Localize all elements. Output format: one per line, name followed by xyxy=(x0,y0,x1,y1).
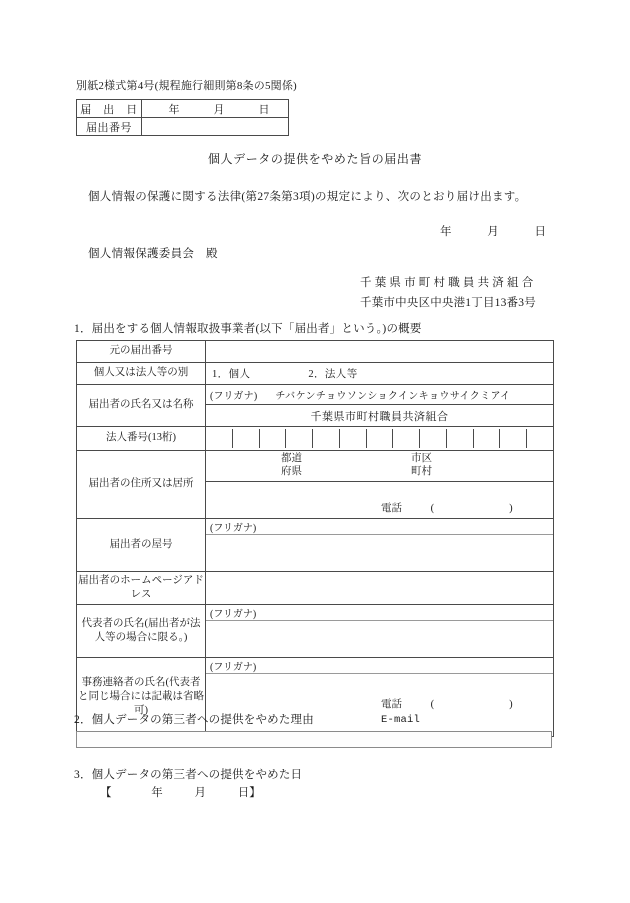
table-row xyxy=(77,605,554,658)
representative-name-fields[interactable] xyxy=(206,605,554,658)
furigana-label: (フリガナ) xyxy=(210,391,258,402)
contact-email-field[interactable] xyxy=(381,714,420,726)
corporate-number-digit-cell[interactable] xyxy=(340,429,367,448)
address-detail-row[interactable] xyxy=(206,482,553,518)
homepage-address-label: 届出者のホームページアドレス xyxy=(77,572,206,605)
table-row xyxy=(77,100,289,118)
corporate-number-label: 法人番号(13桁) xyxy=(77,427,206,451)
filing-number-value[interactable] xyxy=(142,118,289,136)
entity-type-choices[interactable] xyxy=(206,363,554,385)
table-row xyxy=(77,363,554,385)
stop-date-month-label: 月 xyxy=(194,787,206,799)
furigana-label: (フリガナ) xyxy=(210,609,257,621)
telephone-parens: ( ) xyxy=(430,503,531,514)
stop-date-line[interactable] xyxy=(100,786,261,800)
entity-type-option-corporate[interactable]: 2．法人等 xyxy=(308,369,358,380)
contact-furigana-row[interactable] xyxy=(206,658,553,674)
corporate-number-digit-cell[interactable] xyxy=(474,429,501,448)
prefecture-marker xyxy=(281,453,302,479)
corporate-number-digit-cell[interactable] xyxy=(447,429,474,448)
corporate-number-digit-cell[interactable] xyxy=(313,429,340,448)
filer-details-table xyxy=(76,340,554,737)
submission-date-line[interactable] xyxy=(440,225,546,239)
page-title: 個人データの提供をやめた旨の届出書 xyxy=(207,152,423,166)
filer-name-label: 届出者の氏名又は名称 xyxy=(77,385,206,427)
email-label: E-mail xyxy=(381,714,421,727)
filing-date-value[interactable] xyxy=(142,100,289,118)
telephone-label: 電話 xyxy=(381,699,402,711)
corporate-number-digit-cell[interactable] xyxy=(527,429,553,448)
filing-date-label: 届 出 日 xyxy=(77,100,142,118)
intro-paragraph: 個人情報の保護に関する法律(第27条第3項)の規定により、次のとおり届け出ます。 xyxy=(88,191,527,203)
telephone-parens: ( ) xyxy=(430,699,531,711)
trade-name-input[interactable] xyxy=(206,535,553,571)
contact-person-label: 事務連絡者の氏名(代表者と同じ場合には記載は省略可) xyxy=(77,658,206,737)
filer-address-fields[interactable] xyxy=(206,451,554,519)
submission-year-label: 年 xyxy=(440,226,452,238)
prefecture-line1: 都道 xyxy=(281,453,302,464)
prefecture-line2: 府県 xyxy=(281,465,302,477)
representative-name-label: 代表者の氏名(届出者が法人等の場合に限る。) xyxy=(77,605,206,658)
table-row xyxy=(77,118,289,136)
trade-name-label: 届出者の屋号 xyxy=(77,519,206,572)
representative-name-input[interactable] xyxy=(206,621,553,657)
municipality-line1: 市区 xyxy=(411,453,432,464)
filing-date-year-label: 年 xyxy=(168,103,180,116)
entity-type-label: 個人又は法人等の別 xyxy=(77,363,206,385)
filer-organization-address: 千葉市中央区中央港1丁目13番3号 xyxy=(360,297,536,309)
filer-name-value[interactable]: 千葉県市町村職員共済組合 xyxy=(206,405,554,427)
corporate-number-digit-cell[interactable] xyxy=(393,429,420,448)
corporate-number-digit-cell[interactable] xyxy=(260,429,287,448)
corporate-number-grid[interactable] xyxy=(206,427,554,451)
corporate-number-digit-cell[interactable] xyxy=(367,429,394,448)
corporate-number-digit-cell[interactable] xyxy=(500,429,527,448)
section-2-heading: 2．個人データの第三者への提供をやめた理由 xyxy=(74,714,314,726)
corporate-number-digit-cell[interactable] xyxy=(233,429,260,448)
filer-address-label: 届出者の住所又は居所 xyxy=(77,451,206,519)
table-row xyxy=(77,451,554,519)
trade-name-fields[interactable] xyxy=(206,519,554,572)
filing-header-table xyxy=(76,99,289,136)
corporate-number-digit-cell[interactable] xyxy=(420,429,447,448)
table-row xyxy=(77,385,554,405)
table-row xyxy=(77,572,554,605)
bracket-open: 【 xyxy=(100,787,112,799)
filer-name-furigana-row[interactable] xyxy=(206,385,554,405)
contact-telephone-field[interactable] xyxy=(381,696,531,711)
table-row xyxy=(77,341,554,363)
furigana-label: (フリガナ) xyxy=(210,662,257,674)
original-filing-number-input[interactable] xyxy=(206,341,554,363)
municipality-line2: 町村 xyxy=(411,465,432,477)
submission-month-label: 月 xyxy=(487,226,499,238)
filing-number-label: 届出番号 xyxy=(77,118,142,136)
filer-name-furigana-value: チバケンチョウソンショクインキョウサイクミアイ xyxy=(275,391,511,402)
stop-date-day-label: 日】 xyxy=(237,787,261,799)
homepage-address-input[interactable] xyxy=(206,572,554,605)
corporate-number-digit-cell[interactable] xyxy=(206,429,233,448)
submission-day-label: 日 xyxy=(534,226,546,238)
section-3-heading: 3．個人データの第三者への提供をやめた日 xyxy=(74,769,303,781)
table-row xyxy=(77,519,554,572)
section-1-heading: 1．届出をする個人情報取扱事業者(以下「届出者」という。)の概要 xyxy=(74,323,422,335)
trade-name-furigana-row[interactable] xyxy=(206,519,553,535)
table-row xyxy=(77,427,554,451)
stop-date-year-label: 年 xyxy=(151,787,163,799)
furigana-label: (フリガナ) xyxy=(210,523,257,534)
filer-organization-name: 千葉県市町村職員共済組合 xyxy=(360,277,537,289)
address-telephone-field[interactable] xyxy=(381,500,531,515)
form-code-line: 別紙2様式第4号(規程施行細則第8条の5関係) xyxy=(76,80,297,92)
telephone-label: 電話 xyxy=(381,503,402,514)
filing-date-month-label: 月 xyxy=(213,103,225,116)
entity-type-option-individual[interactable]: 1．個人 xyxy=(212,369,251,380)
filing-date-day-label: 日 xyxy=(258,103,270,116)
municipality-marker xyxy=(411,453,432,479)
original-filing-number-label: 元の届出番号 xyxy=(77,341,206,363)
corporate-number-digit-cell[interactable] xyxy=(286,429,313,448)
address-prefecture-city-row[interactable] xyxy=(206,451,553,482)
addressee-line: 個人情報保護委員会 殿 xyxy=(88,248,218,260)
representative-furigana-row[interactable] xyxy=(206,605,553,621)
reason-input[interactable] xyxy=(76,731,552,748)
